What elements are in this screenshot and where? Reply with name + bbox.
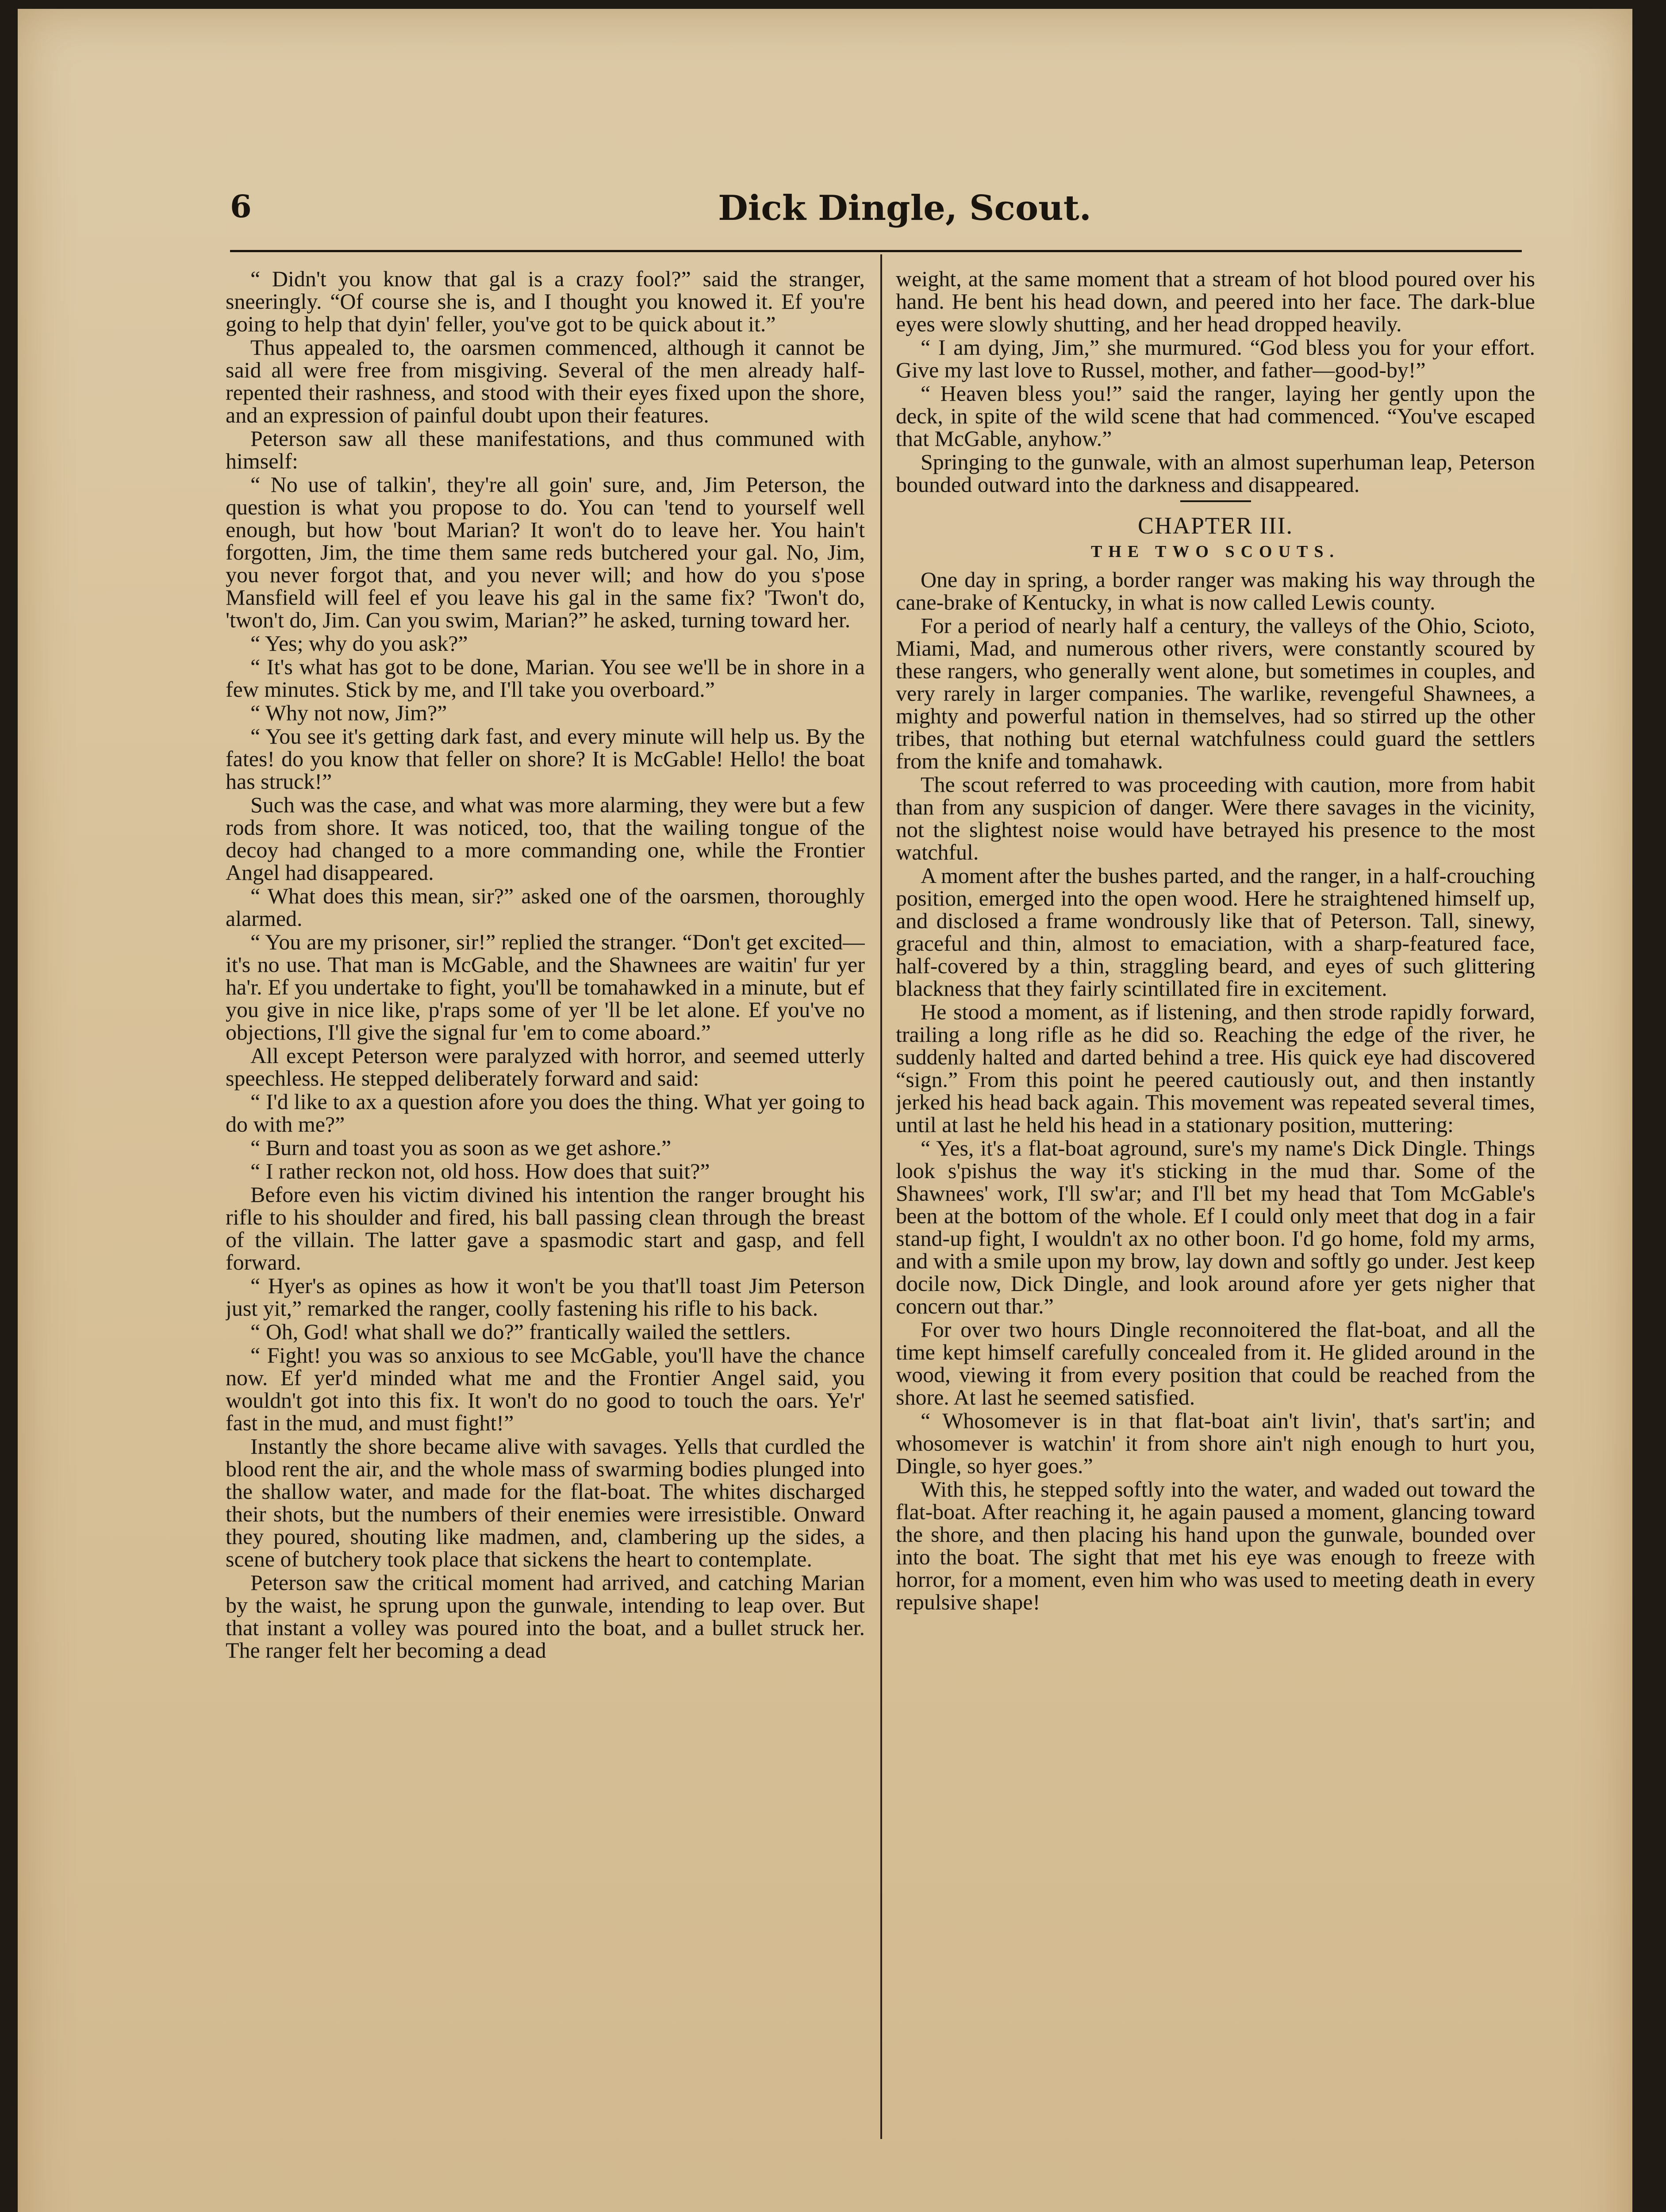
chapter-title: CHAPTER III.	[1138, 512, 1293, 539]
paragraph: “ I'd like to ax a question afore you does the thing. What yer going to do with me?”	[226, 1089, 865, 1137]
running-title: Dick Dingle, Scout.	[718, 188, 1091, 228]
paragraph: “ Burn and toast you as soon as we get ashore.”	[250, 1135, 672, 1160]
paragraph: “ Whosomever is in that flat-boat ain't livin', that's sart'in; and whosomever is watchin' it from shore ain't nigh enough to hurt you, Dingle, so hyer goes.”	[896, 1408, 1535, 1478]
paragraph: “ Fight! you was so anxious to see McGable, you'll have the chance now. Ef yer'd minded what me and the Frontier Angel said, you wouldn't got into this fix. It won't do no good to touch the oars. Ye'r' fast in the mud, and must fight!”	[226, 1343, 865, 1435]
paragraph: “ You see it's getting dark fast, and every minute will help us. By the fates! do you know that feller on shore? It is McGable! Hello! the boat has struck!”	[226, 724, 865, 794]
paragraph: weight, at the same moment that a stream of hot blood poured over his hand. He bent his head down, and peered into her face. The dark-blue eyes were slowly shutting, and her head dropped heavily.	[896, 268, 1535, 336]
right-column	[896, 268, 1535, 2148]
paragraph: “ You are my prisoner, sir!” replied the stranger. “Don't get excited—it's no use. That man is McGable, and the Shawnees are waitin' fur yer ha'r. Ef you undertake to fight, you'll be tomahawked in a minute, but ef you give in nice like, p'raps some of yer 'll be let alone. Ef you've no objections, I'll give the signal fur 'em to come aboard.”	[226, 929, 865, 1045]
left-column	[226, 268, 865, 2148]
paragraph: “ It's what has got to be done, Marian. You see we'll be in shore in a few minutes. Stick by me, and I'll take you overboard.”	[226, 654, 865, 702]
paragraph: “ What does this mean, sir?” asked one of the oarsmen, thoroughly alarmed.	[226, 883, 865, 931]
paragraph: “ Yes; why do you ask?”	[250, 631, 468, 656]
paragraph: With this, he stepped softly into the water, and waded out toward the flat-boat. After reaching it, he again paused a moment, glancing toward the shore, and then placing his hand upon the gunwale, bounded over into the boat. The sight that met his eye was enough to freeze with horror, for a moment, even him who was used to meeting death in every repulsive shape!	[896, 1477, 1535, 1614]
paragraph: Instantly the shore became alive with savages. Yells that curdled the blood rent the air, and the whole mass of swarming bodies plunged into the shallow water, and made for the flat-boat. The whites discharged their shots, but the numbers of their enemies were irresistible. Onward they poured, shouting like madmen, and, clambering up the sides, a scene of butchery took place that sickens the heart to contemplate.	[226, 1434, 865, 1571]
paragraph: “ I am dying, Jim,” she murmured. “God bless you for your effort. Give my last love to Russel, mother, and father—good-by!”	[896, 335, 1535, 382]
paragraph: Springing to the gunwale, with an almost superhuman leap, Peterson bounded outward into the darkness and disappeared.	[896, 449, 1535, 497]
page-header	[230, 188, 1579, 237]
paragraph: Peterson saw the critical moment had arrived, and catching Marian by the waist, he sprung upon the gunwale, intending to leap over. But that instant a volley was poured into the boat, and a bullet struck her. The ranger felt her becoming a dead	[226, 1570, 865, 1663]
header-rule	[230, 250, 1522, 252]
paragraph: Before even his victim divined his intention the ranger brought his rifle to his shoulder and fired, his ball passing clean through the breast of the villain. The latter gave a spasmodic start and gasp, and fell forward.	[226, 1182, 865, 1275]
paragraph: All except Peterson were paralyzed with horror, and seemed utterly speechless. He stepped deliberately forward and said:	[226, 1043, 865, 1091]
paragraph: Peterson saw all these manifestations, and thus communed with himself:	[226, 426, 865, 473]
column-divider	[880, 254, 882, 2139]
paragraph: “ Didn't you know that gal is a crazy fool?” said the stranger, sneeringly. “Of course she is, and I thought you knowed it. Ef you're going to help that dyin' feller, you've got to be quick about it.”	[226, 268, 865, 336]
paragraph: For over two hours Dingle reconnoitered the flat-boat, and all the time kept himself carefully concealed from it. He glided around in the wood, viewing it from every position that could be reached from the shore. At last he seemed satisfied.	[896, 1317, 1535, 1409]
paragraph: The scout referred to was proceeding with caution, more from habit than from any suspicion of danger. Were there savages in the vicinity, not the slightest noise would have betrayed his presence to the most watchful.	[896, 772, 1535, 864]
paragraph: “ I rather reckon not, old hoss. How does that suit?”	[250, 1159, 710, 1183]
paragraph: Such was the case, and what was more alarming, they were but a few rods from shore. It was noticed, too, that the wailing tongue of the decoy had changed to a more commanding one, while the Frontier Angel had disappeared.	[226, 792, 865, 885]
paragraph: “ Yes, it's a flat-boat aground, sure's my name's Dick Dingle. Things look s'pishus the way it's sticking in the mud thar. Some of the Shawnees' work, I'll sw'ar; and I'll bet my head that Tom McGable's been at the bottom of the whole. Ef I could only meet that dog in a fair stand-up fight, I wouldn't ax no other boon. I'd go home, fold my arms, and with a smile upon my brow, lay down and softly go under. Jest keep docile now, Dick Dingle, and look around afore yer gets nigher that concern out thar.”	[896, 1136, 1535, 1318]
page-number: 6	[230, 188, 252, 225]
paragraph: He stood a moment, as if listening, and then strode rapidly forward, trailing a long rifle as he did so. Reaching the edge of the river, he suddenly halted and darted behind a tree. His quick eye had discovered “sign.” From this point he peered cautiously out, and then instantly jerked his head back again. This movement was repeated several times, until at last he held his head in a stationary position, muttering:	[896, 999, 1535, 1137]
chapter-subtitle: THE TWO SCOUTS.	[1090, 542, 1340, 561]
chapter-divider	[1180, 500, 1251, 502]
book-page	[18, 9, 1632, 2212]
paragraph: “ Oh, God! what shall we do?” frantically wailed the settlers.	[250, 1319, 791, 1344]
paragraph: “ Heaven bless you!” said the ranger, laying her gently upon the deck, in spite of the wild scene that had commenced. “You've escaped that McGable, anyhow.”	[896, 381, 1535, 451]
paragraph: “ Why not now, Jim?”	[250, 700, 447, 725]
paragraph: One day in spring, a border ranger was making his way through the cane-brake of Kentucky, in what is now called Lewis county.	[896, 567, 1535, 614]
paragraph: For a period of nearly half a century, the valleys of the Ohio, Scioto, Miami, Mad, and numerous other rivers, were constantly scoured by these rangers, who generally went alone, but sometimes in couples, and very rarely in larger companies. The warlike, revengeful Shawnees, a mighty and powerful nation in themselves, had so stirred up the other tribes, that nothing but eternal watchfulness could guard the settlers from the knife and tomahawk.	[896, 613, 1535, 773]
paragraph: A moment after the bushes parted, and the ranger, in a half-crouching position, emerged into the open wood. Here he straightened himself up, and disclosed a frame wondrously like that of Peterson. Tall, sinewy, graceful and thin, almost to emaciation, with a sharp-featured face, half-covered by a thin, straggling beard, and eyes of such glittering blackness that they fairly scintillated fire in excitement.	[896, 863, 1535, 1001]
paragraph: Thus appealed to, the oarsmen commenced, although it cannot be said all were free from misgiving. Several of the men already half-repented their rashness, and stood with their eyes fixed upon the shore, and an expression of painful doubt upon their features.	[226, 335, 865, 427]
paragraph: “ Hyer's as opines as how it won't be you that'll toast Jim Peterson just yit,” remarked the ranger, coolly fastening his rifle to his back.	[226, 1273, 865, 1321]
paragraph: “ No use of talkin', they're all goin' sure, and, Jim Peterson, the question is what you propose to do. You can 'tend to yourself well enough, but how 'bout Marian? It won't do to leave her. You hain't forgotten, Jim, the time them same reds butchered your gal. No, Jim, you never forgot that, and you never will; and how do you s'pose Mansfield will feel ef you leave his gal in the same fix? 'Twon't do, 'twon't do, Jim. Can you swim, Marian?” he asked, turning toward her.	[226, 472, 865, 632]
